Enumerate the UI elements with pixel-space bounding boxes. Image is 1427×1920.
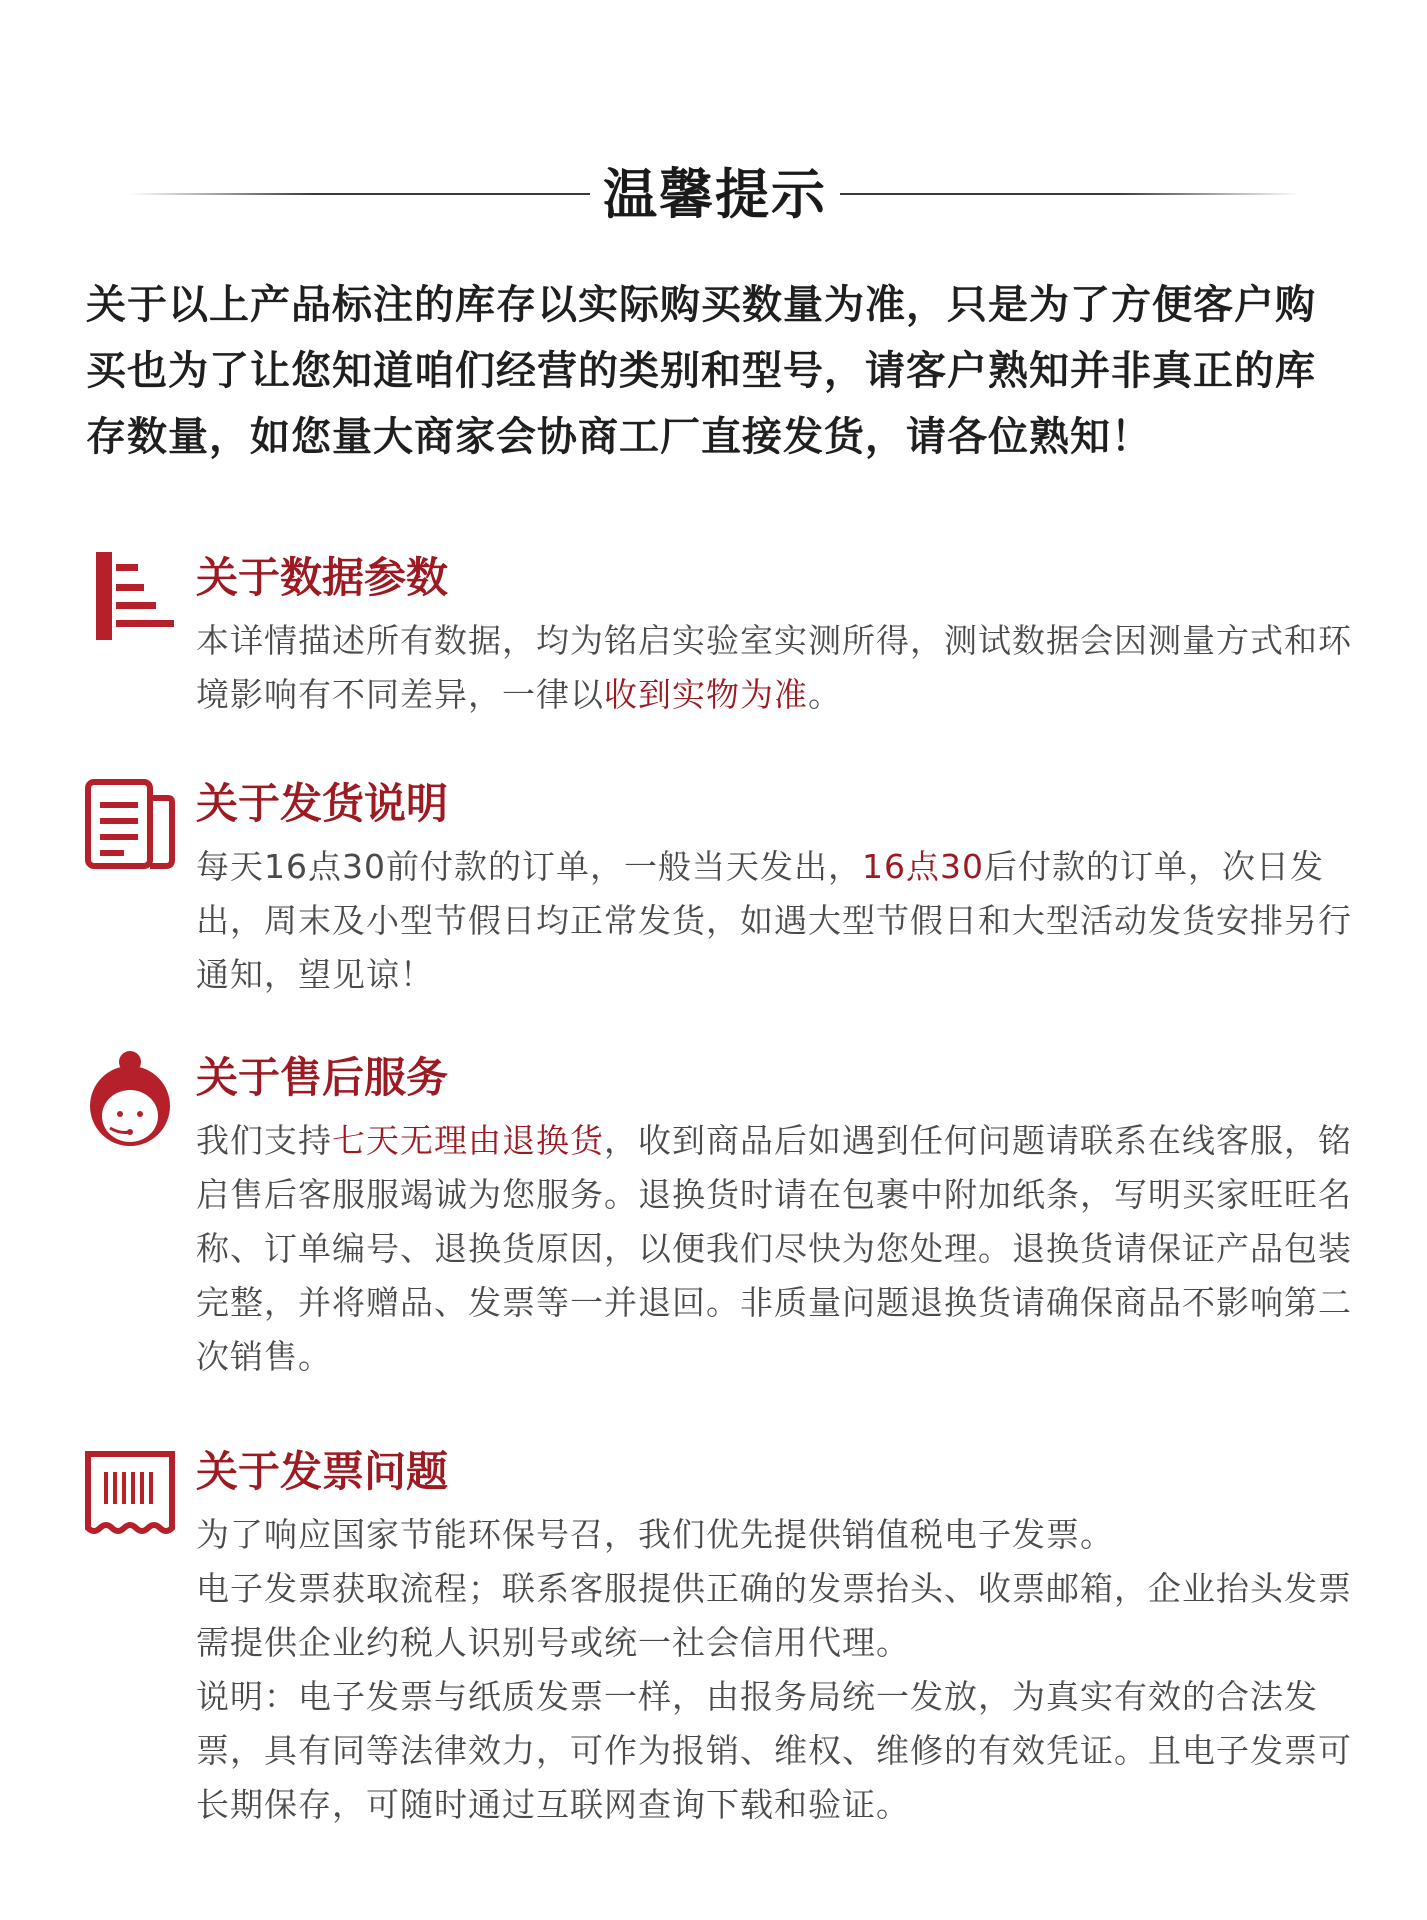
body-text: 本详情描述所有数据，均为铭启实验室实测所得，测试数据会因测量方式和环境影响有不同差异，一律以: [196, 621, 1352, 714]
body-paragraph: 说明：电子发票与纸质发票一样，由报务局统一发放，为真实有效的合法发票，具有同等法律效力，可作为报销、维权、维修的有效凭证。且电子发票可长期保存，可随时通过互联网查询下载和验证。: [196, 1677, 1352, 1824]
section-body: [196, 614, 1366, 722]
invoice-icon: [80, 1444, 180, 1544]
customer-service-icon: [80, 1050, 180, 1150]
title-divider-left: [130, 193, 590, 195]
section-heading: 关于售后服务: [196, 1053, 449, 1102]
body-highlight: 16点30: [861, 847, 984, 886]
body-paragraph: 为了响应国家节能环保号召，我们优先提供销值税电子发票。: [196, 1515, 1114, 1554]
body-highlight: 收到实物为准: [604, 675, 808, 714]
body-text: 后付款的订单，次日发出，周末及小型节假日均正常发货，如遇大型节假日和大型活动发货安排另行通知，望见谅！: [196, 847, 1352, 994]
body-highlight: 七天无理由退换货: [332, 1121, 604, 1160]
section-body: [196, 1508, 1366, 1832]
document-icon: [80, 776, 180, 876]
body-text: 我们支持: [196, 1121, 332, 1160]
section-heading: 关于发票问题: [196, 1447, 449, 1496]
title-row: [0, 155, 1427, 235]
intro-paragraph: 关于以上产品标注的库存以实际购买数量为准，只是为了方便客户购买也为了让您知道咱们经营的类别和型号，请客户熟知并非真正的库存数量，如您量大商家会协商工厂直接发货，请各位熟知！: [86, 282, 1316, 460]
title-divider-right: [840, 193, 1300, 195]
section-heading: 关于数据参数: [196, 553, 449, 602]
body-text: 每天16点30前付款的订单，一般当天发出，: [196, 847, 862, 886]
list-chart-icon: [80, 550, 180, 650]
page-title: 温馨提示: [603, 163, 827, 226]
section-body: [196, 840, 1366, 1002]
body-text: 。: [808, 675, 842, 714]
body-text: ，收到商品后如遇到任何问题请联系在线客服，铭启售后客服服竭诚为您服务。退换货时请在包裹中附加纸条，写明买家旺旺名称、订单编号、退换货原因，以便我们尽快为您处理。退换货请保证产品包装完整，并将赠品、发票等一并退回。非质量问题退换货请确保商品不影响第二次销售。: [196, 1121, 1352, 1376]
section-heading: 关于发货说明: [196, 779, 449, 828]
section-body: [196, 1114, 1366, 1384]
body-paragraph: 电子发票获取流程；联系客服提供正确的发票抬头、收票邮箱，企业抬头发票需提供企业约税人识别号或统一社会信用代理。: [196, 1569, 1352, 1662]
